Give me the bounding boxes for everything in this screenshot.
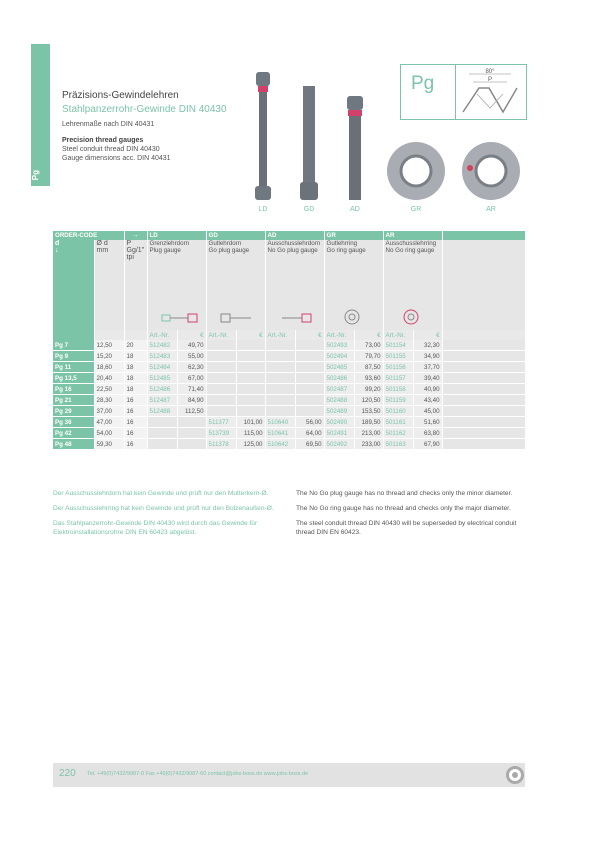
ar-price: 51,60 [413,417,442,428]
thread-type-badge [400,64,527,120]
ad-price: 64,00 [295,428,324,439]
col-head-gd: GD [206,231,265,240]
table-row [53,373,525,384]
outer-diameter: 54,00 [94,428,124,439]
gr-article-number: 502485 [324,362,354,373]
table-row [53,428,525,439]
ar-article-number: 501155 [383,351,413,362]
art-label-gr: Art.-Nr. [324,330,354,340]
gr-price: 79,70 [354,351,383,362]
note-en-3: The steel conduit thread DIN 40430 will be superseded by electrical conduit thread DIN EN 60423. [296,520,517,536]
eur-label-gr: € [354,330,383,340]
go-plug-icon [219,310,259,324]
eur-label-gd: € [236,330,265,340]
gr-article-number: 502490 [324,417,354,428]
pitch: 16 [124,395,147,406]
order-code-arrow: → [124,231,147,240]
ar-article-number: 501156 [383,362,413,373]
table-body [53,340,525,450]
gd-article-number [206,340,236,351]
od-unit: mm [96,247,109,254]
gd-article-number: 511377 [206,417,236,428]
header-line-2: Precision thread gauges [62,137,144,144]
col-head-ad: AD [265,231,324,240]
thread-size: Pg 16 [53,384,94,395]
table-row [53,406,525,417]
ar-price: 45,00 [413,406,442,417]
page-title: Präzisions-Gewindelehren [62,90,179,101]
desc-gd-de: Gutlehrdorn [208,240,242,247]
desc-gr-en: Go ring gauge [326,247,366,254]
row-blank [442,395,525,406]
order-code-label: ORDER-CODE [53,231,124,240]
outer-diameter: 22,50 [94,384,124,395]
thread-size: Pg 36 [53,417,94,428]
d-arrow: ↓ [55,247,59,254]
p-label: P [126,240,132,247]
ld-price: 67,00 [177,373,206,384]
row-blank [442,384,525,395]
gd-article-number: 511378 [206,439,236,450]
ar-price: 63,80 [413,428,442,439]
d-label: d [55,240,60,247]
pitch: 16 [124,417,147,428]
gr-price: 153,50 [354,406,383,417]
ad-article-number: 510642 [265,439,295,450]
gd-price [236,362,265,373]
ad-price [295,340,324,351]
outer-diameter: 15,20 [94,351,124,362]
gr-article-number: 502489 [324,406,354,417]
gr-article-number: 502494 [324,351,354,362]
gr-article-number: 502486 [324,373,354,384]
thread-size: Pg 48 [53,439,94,450]
table-row [53,439,525,450]
gd-price [236,395,265,406]
note-de-1: Der Ausschusslehrdorn hat kein Gewinde und prüft nur den Mutterkern-Ø. [53,490,269,497]
eur-label-ld: € [177,330,206,340]
gd-article-number: 513739 [206,428,236,439]
ar-price: 43,40 [413,395,442,406]
p-unit: Gg/1" [126,247,145,254]
pitch: 18 [124,373,147,384]
gd-article-number [206,384,236,395]
gr-article-number: 502492 [324,439,354,450]
note-de-3: Das Stahlpanzerrohr-Gewinde DIN 40430 wird durch das Gewinde für Elektroinstallationsrohre DIN EN 60423 abgelöst. [53,520,258,536]
ld-article-number: 512485 [147,373,177,384]
outer-diameter: 59,30 [94,439,124,450]
ld-gauge-image [251,72,275,202]
ar-price: 40,90 [413,384,442,395]
gd-price [236,384,265,395]
badge-divider [455,65,456,119]
ad-article-number [265,373,295,384]
side-tab-label: Pg [31,169,40,180]
row-blank [442,351,525,362]
pitch: 16 [124,406,147,417]
ad-article-number [265,384,295,395]
thread-size: Pg 9 [53,351,94,362]
ld-price [177,428,206,439]
desc-ad-de: Ausschusslehrdorn [267,240,321,247]
pitch: 18 [124,384,147,395]
row-blank [442,340,525,351]
thread-size: Pg 13,5 [53,373,94,384]
ld-price: 49,70 [177,340,206,351]
ld-price [177,417,206,428]
ld-price: 84,90 [177,395,206,406]
badge-p: P [487,77,493,83]
ld-article-number: 512482 [147,340,177,351]
gr-price: 213,00 [354,428,383,439]
row-blank [442,373,525,384]
outer-diameter: 12,50 [94,340,124,351]
gr-price: 73,00 [354,340,383,351]
pitch: 16 [124,439,147,450]
ad-price: 56,00 [295,417,324,428]
gauge-label-gr: GR [410,206,422,213]
ad-article-number [265,362,295,373]
table-row [53,384,525,395]
outer-diameter: 37,00 [94,406,124,417]
ar-article-number: 501159 [383,395,413,406]
ld-price [177,439,206,450]
company-logo-icon [505,765,525,785]
eur-label-ad: € [295,330,324,340]
gauge-label-ar: AR [486,206,496,213]
badge-label: Pg [411,73,435,94]
gr-article-number: 502493 [324,340,354,351]
gd-article-number [206,395,236,406]
badge-angle: 80° [485,69,495,75]
section-side-tab [31,44,50,186]
gd-price [236,406,265,417]
row-blank [442,428,525,439]
ar-article-number: 501161 [383,417,413,428]
gr-price: 189,50 [354,417,383,428]
table-row [53,417,525,428]
col-head-gr: GR [324,231,383,240]
notes-german [53,489,278,543]
ad-price: 69,50 [295,439,324,450]
ad-article-number [265,351,295,362]
ar-gauge-image [460,140,522,202]
ld-article-number: 512487 [147,395,177,406]
gr-article-number: 502487 [324,384,354,395]
art-label-ar: Art.-Nr. [383,330,413,340]
gr-price: 99,20 [354,384,383,395]
page-footer [53,763,525,787]
desc-ld-en: Plug gauge [149,247,181,254]
desc-ad-en: No Go plug gauge [267,247,318,254]
ad-price [295,373,324,384]
ad-article-number [265,340,295,351]
desc-gd-en: Go plug gauge [208,247,250,254]
ar-price: 32,30 [413,340,442,351]
ad-price [295,384,324,395]
thread-size: Pg 11 [53,362,94,373]
ad-article-number: 510641 [265,428,295,439]
description-row [53,240,525,330]
ad-price [295,406,324,417]
ar-article-number: 501157 [383,373,413,384]
gauge-label-ld: LD [258,206,268,213]
gr-price: 87,50 [354,362,383,373]
gr-price: 93,60 [354,373,383,384]
header-line-1: Lehrenmaße nach DIN 40431 [62,121,155,128]
thread-size: Pg 21 [53,395,94,406]
ld-article-number: 512483 [147,351,177,362]
col-head-blank [442,231,525,240]
note-de-2: Der Ausschusslehrring hat kein Gewinde und prüft nur den Bolzenaußen-Ø. [53,505,274,512]
note-en-2: The No Go ring gauge has no thread and checks only the major diameter. [296,505,511,512]
ld-article-number [147,439,177,450]
ad-price [295,395,324,406]
notes-english [296,489,521,543]
ad-article-number: 510640 [265,417,295,428]
row-blank [442,362,525,373]
gr-price: 120,50 [354,395,383,406]
desc-gr-de: Gutlehrring [326,240,358,247]
ar-article-number: 501160 [383,406,413,417]
desc-ld-de: Grenzlehrdorn [149,240,190,247]
gr-article-number: 502488 [324,395,354,406]
thread-size: Pg 42 [53,428,94,439]
gd-price [236,340,265,351]
header-line-4: Gauge dimensions acc. DIN 40431 [62,155,171,162]
ad-price [295,362,324,373]
ar-article-number: 501162 [383,428,413,439]
eur-label-ar: € [413,330,442,340]
gd-price [236,373,265,384]
gd-article-number [206,362,236,373]
gd-price: 125,00 [236,439,265,450]
ld-price: 71,40 [177,384,206,395]
ar-price: 34,90 [413,351,442,362]
col-head-ld: LD [147,231,206,240]
note-en-1: The No Go plug gauge has no thread and checks only the minor diameter. [296,490,513,497]
gd-price: 101,00 [236,417,265,428]
desc-ar-en: No Go ring gauge [385,247,435,254]
ad-article-number [265,406,295,417]
ar-article-number: 501154 [383,340,413,351]
pitch: 18 [124,362,147,373]
gr-gauge-image [385,140,447,202]
od-label: Ø d [96,240,108,247]
ad-price [295,351,324,362]
thread-profile-icon [459,68,521,116]
gd-price [236,351,265,362]
gd-article-number [206,406,236,417]
ad-gauge-image [344,96,366,202]
pitch: 16 [124,428,147,439]
page-number: 220 [59,768,76,779]
gd-gauge-image [298,86,320,202]
gauge-label-ad: AD [350,206,360,213]
gr-article-number: 502491 [324,428,354,439]
row-blank [442,417,525,428]
table-row [53,340,525,351]
ar-price: 37,70 [413,362,442,373]
gd-article-number [206,373,236,384]
thread-size: Pg 7 [53,340,94,351]
desc-blank [442,240,525,330]
ar-article-number: 501158 [383,384,413,395]
table-row [53,351,525,362]
order-table [53,231,526,450]
go-ring-icon [342,308,366,326]
header-line-3: Steel conduit thread DIN 40430 [62,146,160,153]
table-row [53,362,525,373]
footer-contact: Tel. +49(0)7432/9087-0 Fax +49(0)7432/9087-60 contact@johs-boss.de www.johs-boss.de [87,771,309,777]
gr-price: 233,00 [354,439,383,450]
art-label-ad: Art.-Nr. [265,330,295,340]
gauge-label-gd: GD [303,206,315,213]
pitch: 20 [124,340,147,351]
header-row [53,231,525,240]
ld-article-number [147,417,177,428]
art-label-gd: Art.-Nr. [206,330,236,340]
ar-price: 39,40 [413,373,442,384]
ld-article-number [147,428,177,439]
ld-article-number: 512484 [147,362,177,373]
outer-diameter: 18,60 [94,362,124,373]
ar-article-number: 501163 [383,439,413,450]
ld-article-number: 512486 [147,384,177,395]
outer-diameter: 28,30 [94,395,124,406]
subheader-row [53,330,525,340]
outer-diameter: 47,00 [94,417,124,428]
ad-article-number [265,395,295,406]
p-unit-tpi: tpi [126,254,134,261]
art-label-ld: Art.-Nr. [147,330,177,340]
gd-price: 115,00 [236,428,265,439]
ld-price: 62,30 [177,362,206,373]
no-go-plug-icon [278,310,318,324]
gd-article-number [206,351,236,362]
ld-price: 55,00 [177,351,206,362]
row-blank [442,406,525,417]
page-subtitle: Stahlpanzerrohr-Gewinde DIN 40430 [62,104,227,115]
plug-gauge-icon [160,310,200,324]
thread-size: Pg 29 [53,406,94,417]
col-head-ar: AR [383,231,442,240]
desc-ar-de: Ausschusslehrring [385,240,437,247]
no-go-ring-icon [401,308,425,326]
table-row [53,395,525,406]
ld-article-number: 512488 [147,406,177,417]
outer-diameter: 20,40 [94,373,124,384]
ar-price: 67,90 [413,439,442,450]
row-blank [442,439,525,450]
pitch: 18 [124,351,147,362]
ld-price: 112,50 [177,406,206,417]
